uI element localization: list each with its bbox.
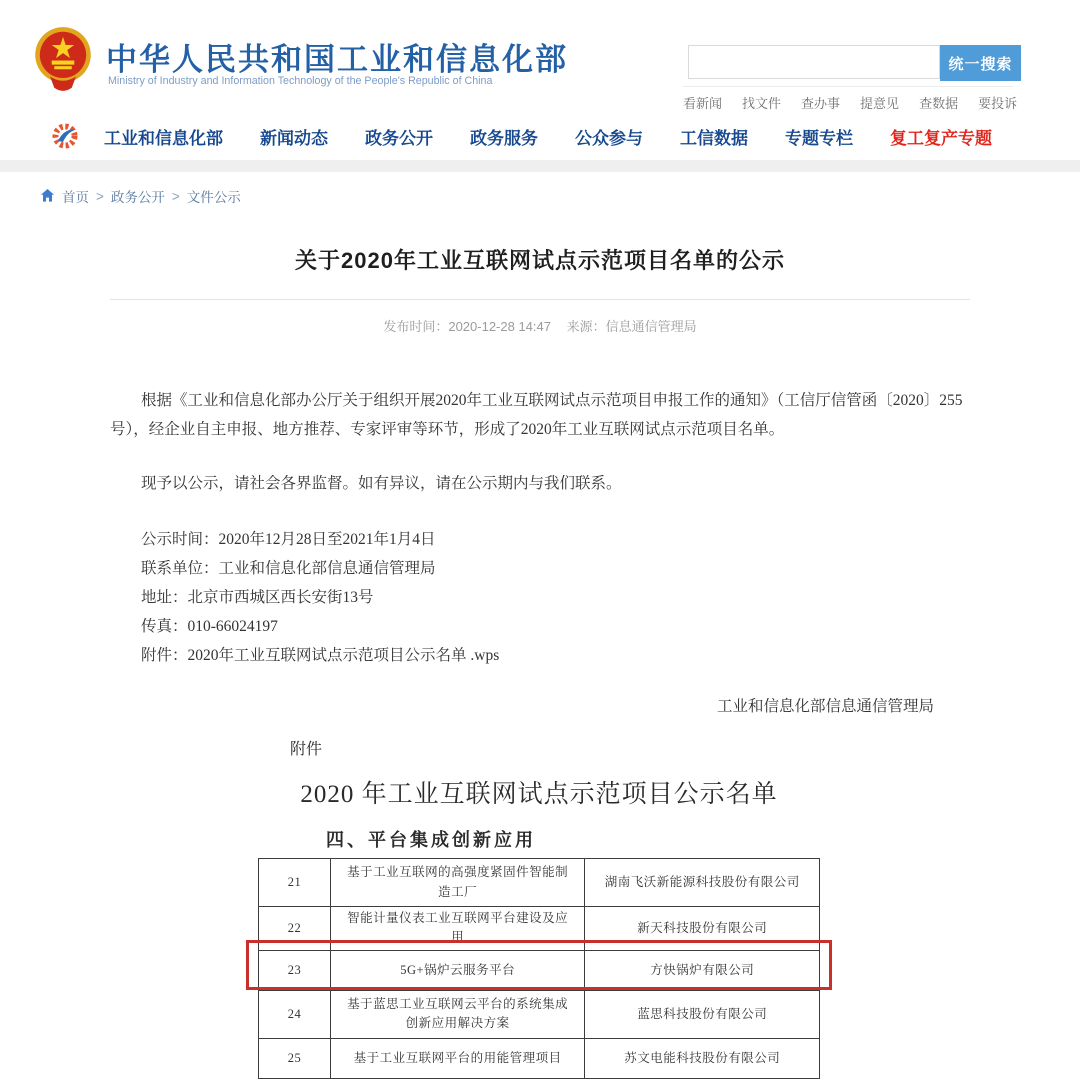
project-name-cell: 基于工业互联网平台的用能管理项目 <box>330 1038 585 1078</box>
quick-links <box>683 86 1018 112</box>
search-input[interactable] <box>688 45 940 79</box>
breadcrumb-gov-disclosure[interactable]: 政务公开 <box>110 190 165 205</box>
table-row <box>259 990 820 1038</box>
company-name-cell: 方快锅炉有限公司 <box>585 950 820 990</box>
paragraph-basis: 根据《工业和信息化部办公厅关于组织开展2020年工业互联网试点示范项目申报工作的通知》（工信厅信管函〔2020〕255号），经企业自主申报、地方推荐、专家评审等环节，形成了2020年工业互联网试点示范项目名单。 <box>110 392 963 438</box>
breadcrumb-home[interactable]: 首页 <box>62 190 89 205</box>
breadcrumb-current: 文件公示 <box>186 190 241 205</box>
nav-item-miit[interactable]: 工业和信息化部 <box>104 128 223 148</box>
miit-gear-logo-icon[interactable] <box>50 120 82 152</box>
nav-item-gov-disclosure[interactable]: 政务公开 <box>365 128 433 148</box>
attachment-doc-label: 附件 <box>290 741 323 758</box>
page-title: 关于2020年工业互联网试点示范项目名单的公示 <box>295 248 785 273</box>
info-line-contact-unit: 联系单位：工业和信息化部信息通信管理局 <box>141 560 436 578</box>
company-name-cell: 蓝思科技股份有限公司 <box>585 990 820 1038</box>
company-name-cell: 苏文电能科技股份有限公司 <box>585 1038 820 1078</box>
attachment-doc-title: 2020 年工业互联网试点示范项目公示名单 <box>300 781 778 808</box>
quick-link-suggest[interactable]: 提意见 <box>860 96 900 111</box>
breadcrumb-separator: > <box>96 188 104 204</box>
quick-link-data[interactable]: 查数据 <box>919 96 959 111</box>
article <box>110 244 970 716</box>
home-icon[interactable] <box>40 188 55 203</box>
row-number-cell: 24 <box>259 990 331 1038</box>
national-emblem-icon <box>30 24 96 96</box>
unified-search-button[interactable]: 统一搜索 <box>940 45 1021 81</box>
table-row <box>259 859 820 907</box>
site-header <box>0 0 1080 112</box>
paragraph-notice: 现予以公示，请社会各界监督。如有异议，请在公示期内与我们联系。 <box>141 475 622 493</box>
attachment-file-link[interactable]: 2020年工业互联网试点示范项目公示名单 .wps <box>187 647 500 665</box>
article-body <box>110 387 970 716</box>
nav-item-special-topics[interactable]: 专题专栏 <box>785 128 853 148</box>
nav-items <box>104 124 992 149</box>
company-name-cell: 湖南飞沃新能源科技股份有限公司 <box>585 859 820 907</box>
company-name-cell: 新天科技股份有限公司 <box>585 907 820 951</box>
nav-item-gov-services[interactable]: 政务服务 <box>470 128 538 148</box>
project-table <box>258 858 820 1079</box>
project-name-cell: 智能计量仪表工业互联网平台建设及应用 <box>330 907 585 951</box>
project-name-cell: 5G+锅炉云服务平台 <box>330 950 585 990</box>
nav-item-news[interactable]: 新闻动态 <box>260 128 328 148</box>
quick-link-complaint[interactable]: 要投诉 <box>978 96 1018 111</box>
project-name-cell: 基于蓝思工业互联网云平台的系统集成创新应用解决方案 <box>330 990 585 1038</box>
attachment-section-heading: 四、平台集成创新应用 <box>326 830 536 850</box>
row-number-cell: 22 <box>259 907 331 951</box>
quick-link-news[interactable]: 看新闻 <box>683 96 723 111</box>
row-number-cell: 21 <box>259 859 331 907</box>
title-divider <box>110 299 970 300</box>
breadcrumb <box>40 186 241 206</box>
row-number-cell: 23 <box>259 950 331 990</box>
info-line-period: 公示时间：2020年12月28日至2021年1月4日 <box>141 531 436 549</box>
contact-info <box>110 525 970 670</box>
table-row <box>259 907 820 951</box>
table-row-highlighted <box>259 950 820 990</box>
section-divider <box>0 160 1080 172</box>
quick-link-files[interactable]: 找文件 <box>742 96 782 111</box>
publish-time: 发布时间：2020-12-28 14:47 <box>383 319 551 334</box>
attachment-label: 附件： <box>141 647 188 665</box>
site-subtitle: Ministry of Industry and Information Technology of the People's Republic of China <box>108 75 493 87</box>
site-logo-link[interactable] <box>30 24 96 96</box>
main-nav <box>0 112 1080 160</box>
breadcrumb-separator: > <box>171 188 180 204</box>
publish-source: 来源：信息通信管理局 <box>566 319 697 334</box>
nav-item-work-resumption[interactable]: 复工复产专题 <box>890 128 992 148</box>
attachment-document <box>258 728 820 1065</box>
table-row <box>259 1038 820 1078</box>
info-line-attachment <box>110 641 970 670</box>
site-title: 中华人民共和国工业和信息化部 <box>106 42 568 77</box>
nav-item-industry-data[interactable]: 工信数据 <box>680 128 748 148</box>
publish-info <box>110 316 970 335</box>
signature: 工业和信息化部信息通信管理局 <box>716 698 934 716</box>
info-line-address: 地址：北京市西城区西长安街13号 <box>141 589 374 607</box>
nav-item-public-participation[interactable]: 公众参与 <box>575 128 643 148</box>
info-line-fax: 传真：010-66024197 <box>141 618 278 636</box>
quick-link-services[interactable]: 查办事 <box>801 96 841 111</box>
project-name-cell: 基于工业互联网的高强度紧固件智能制造工厂 <box>330 859 585 907</box>
row-number-cell: 25 <box>259 1038 331 1078</box>
